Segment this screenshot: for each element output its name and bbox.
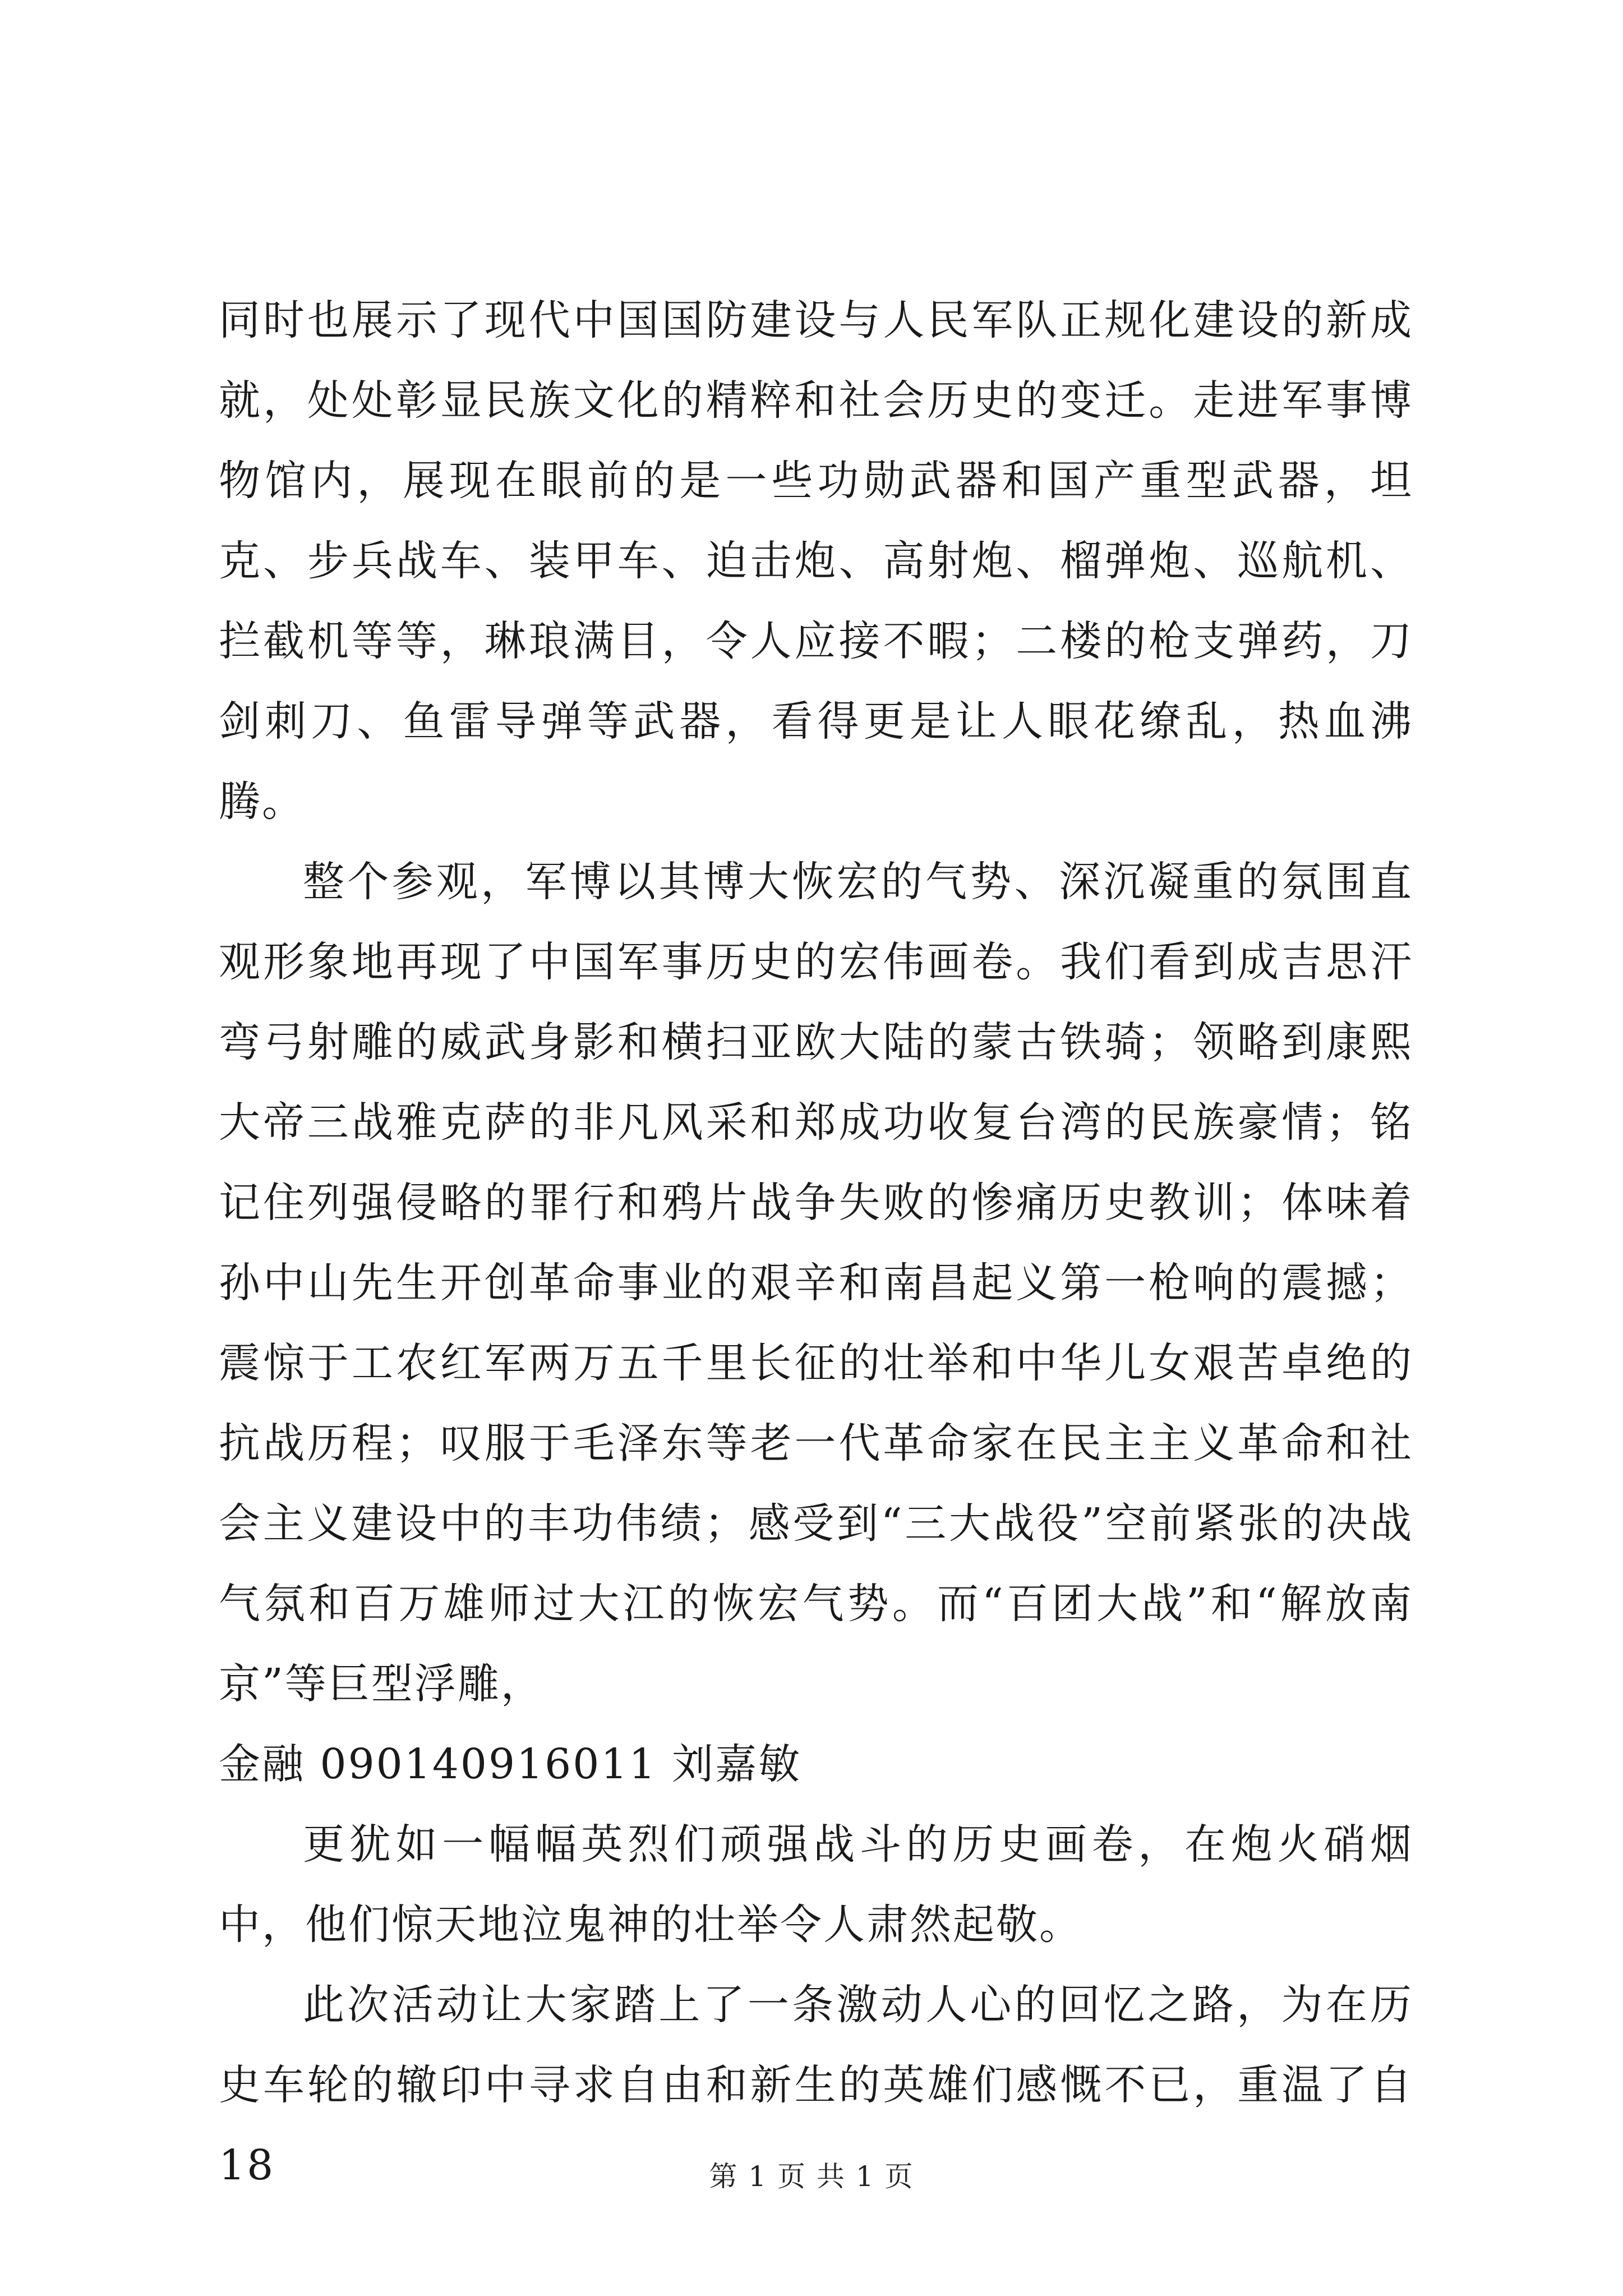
page-footer: 第 1 页 共 1 页 bbox=[709, 2160, 914, 2193]
paragraph-1: 同时也展示了现代中国国防建设与人民军队正规化建设的新成就，处处彰显民族文化的精粹和社会历史的变迁。走进军事博物馆内，展现在眼前的是一些功勋武器和国产重型武器，坦克、步兵战车、装甲车、迫击炮、高射炮、榴弹炮、巡航机、拦截机等等，琳琅满目，令人应接不暇；二楼的枪支弹药，刀剑刺刀、鱼雷导弹等武器，看得更是让人眼花缭乱，热血沸腾。 bbox=[219, 296, 1413, 826]
paragraph-2: 整个参观，军博以其博大恢宏的气势、深沉凝重的氛围直观形象地再现了中国军事历史的宏伟画卷。我们看到成吉思汗弯弓射雕的威武身影和横扫亚欧大陆的蒙古铁骑；领略到康熙大帝三战雅克萨的非凡风采和郑成功收复台湾的民族豪情；铭记住列强侵略的罪行和鸦片战争失败的惨痛历史教训；体味着孙中山先生开创革命事业的艰辛和南昌起义第一枪响的震撼；震惊于工农红军两万五千里长征的壮举和中华儿女艰苦卓绝的抗战历程；叹服于毛泽东等老一代革命家在民主主义革命和社会主义建设中的丰功伟绩；感受到“三大战役”空前紧张的决战气氛和百万雄师过大江的恢宏气势。而“百团大战”和“解放南京”等巨型浮雕， bbox=[219, 858, 1413, 1708]
document-body bbox=[219, 280, 1413, 2206]
paragraph-3: 更犹如一幅幅英烈们顽强战斗的历史画卷，在炮火硝烟中，他们惊天地泣鬼神的壮举令人肃然起敬。 bbox=[219, 1820, 1413, 1949]
paragraph-4: 此次活动让大家踏上了一条激动人心的回忆之路，为在历史车轮的辙印中寻求自由和新生的英雄们感慨不已，重温了自 18 bbox=[219, 1981, 1413, 2189]
author-line: 金融 090140916011 刘嘉敏 bbox=[219, 1740, 802, 1788]
